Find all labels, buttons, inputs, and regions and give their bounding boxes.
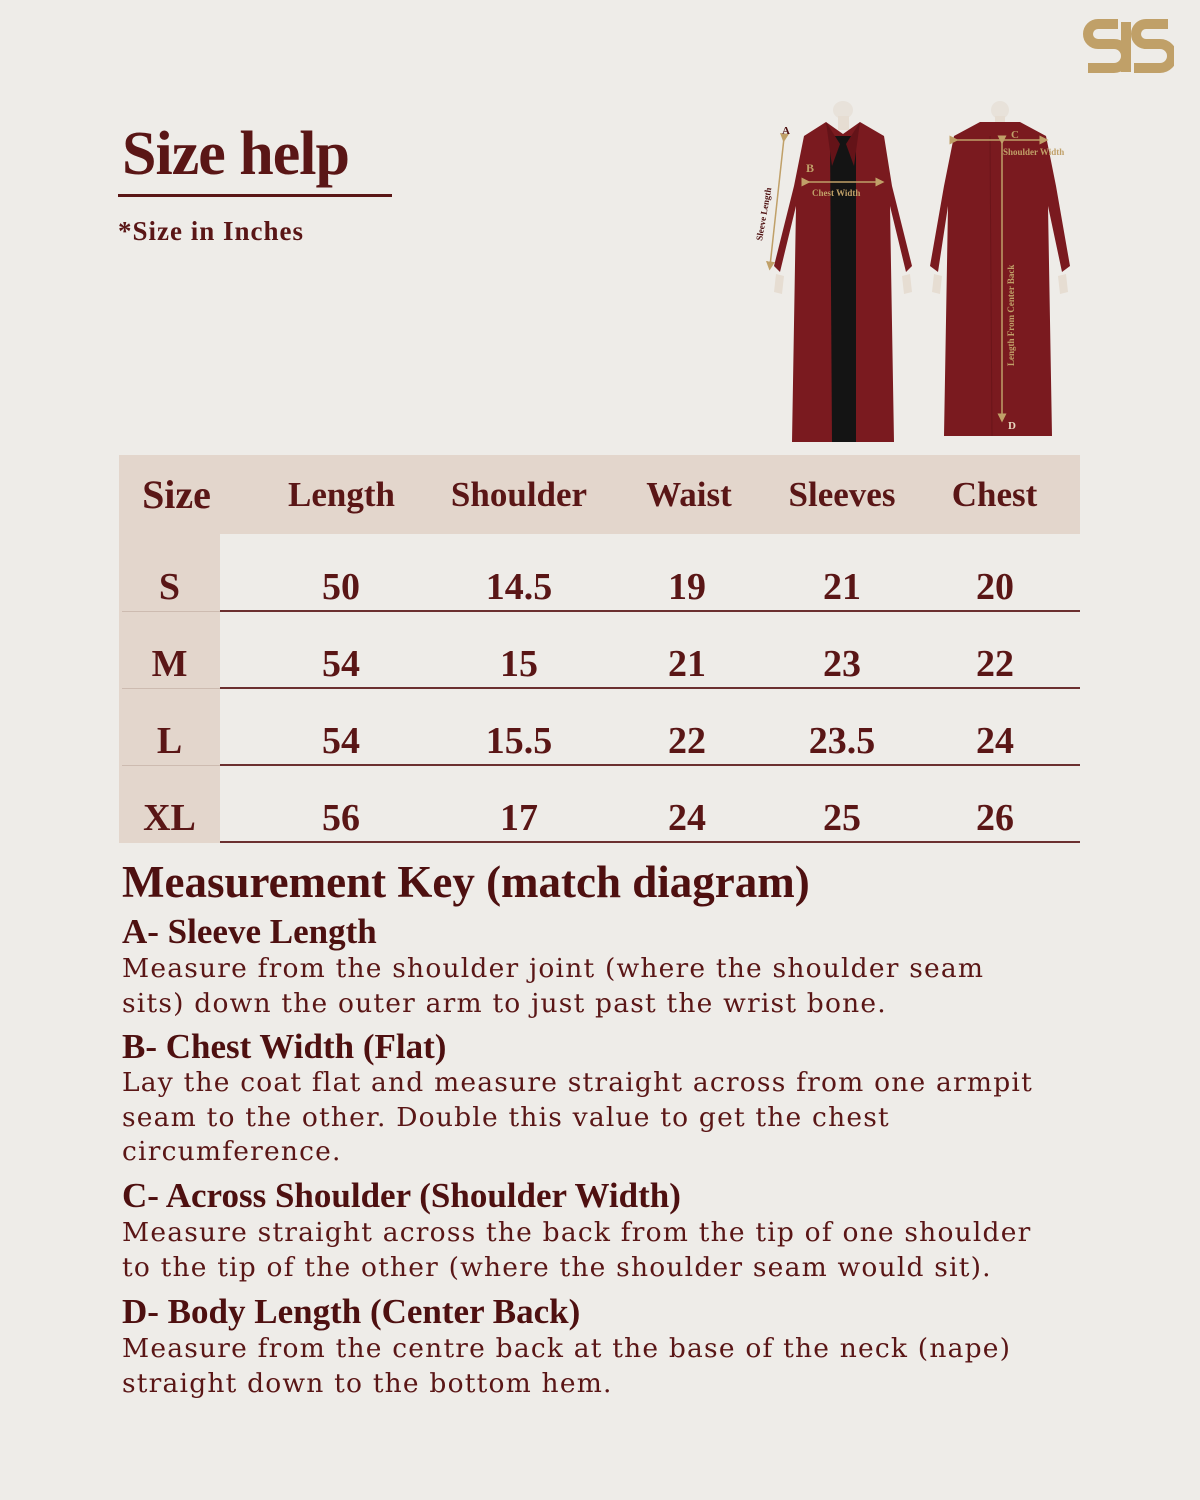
waist-value: 24 [668,797,706,839]
title-underline [118,194,392,197]
label-c: C [1011,129,1019,141]
chest-value: 26 [976,797,1014,839]
key-body-body-length: Measure from the centre back at the base of the neck (nape) straight down to the bottom hem. [122,1333,1012,1399]
size-unit-note: *Size in Inches [118,216,305,246]
shoulder-value: 14.5 [485,566,553,608]
table-row [119,766,1080,843]
key-heading-chest-width: B- Chest Width (Flat) [122,1027,447,1066]
header-chest: Chest [951,475,1038,514]
label-b: B [806,161,815,175]
sleeves-value: 25 [823,797,861,839]
chest-value: 20 [976,566,1014,608]
row-size: L [156,720,183,762]
table-row [119,689,1080,766]
label-length-center-back: Length From Center Back [1006,264,1016,366]
length-value: 54 [322,720,360,762]
waist-value: 22 [668,720,706,762]
shoulder-value: 17 [500,797,538,839]
header-waist: Waist [646,475,732,514]
front-coat-figure [774,101,912,442]
label-a: A [782,125,790,137]
header-sleeves: Sleeves [788,475,896,514]
shoulder-value: 15 [500,643,538,685]
label-shoulder-width: Shoulder Width [1003,147,1065,157]
length-value: 56 [322,797,360,839]
table-row [119,612,1080,689]
shoulder-value: 15.5 [485,720,553,762]
length-value: 50 [322,566,360,608]
key-body-chest-width: Lay the coat flat and measure straight across from one armpit seam to the other. Double this value to get the chest circumference. [122,1067,1033,1167]
chest-value: 24 [976,720,1014,762]
brand-logo [1082,18,1174,76]
chest-value: 22 [976,643,1014,685]
key-body-sleeve-length: Measure from the shoulder joint (where the shoulder seam sits) down the outer arm to just past the wrist bone. [122,953,985,1019]
key-body-across-shoulder: Measure straight across the back from the tip of one shoulder to the tip of the other (where the shoulder seam would sit). [122,1217,1032,1283]
key-heading-sleeve-length: A- Sleeve Length [122,912,377,951]
header-shoulder: Shoulder [450,475,588,514]
length-value: 54 [322,643,360,685]
key-heading-across-shoulder: C- Across Shoulder (Shoulder Width) [122,1176,681,1215]
sleeves-value: 23 [823,643,861,685]
row-size: S [158,566,181,608]
waist-value: 19 [668,566,706,608]
table-row [119,535,1080,612]
waist-value: 21 [668,643,706,685]
row-size: M [151,643,188,685]
label-d: D [1008,420,1016,432]
size-chart-table [119,455,1080,843]
sleeves-value: 21 [823,566,861,608]
key-heading-body-length: D- Body Length (Center Back) [122,1292,581,1331]
row-size: XL [143,797,196,839]
sleeves-value: 23.5 [808,720,876,762]
label-sleeve-length: Sleeve Length [754,186,774,242]
header-length: Length [288,475,395,514]
measurement-key-title: Measurement Key (match diagram) [122,857,810,907]
coat-measurement-diagram [740,96,1100,448]
label-chest-width: Chest Width [812,188,861,198]
header-size: Size [142,472,211,517]
page-title: Size help [122,120,349,188]
